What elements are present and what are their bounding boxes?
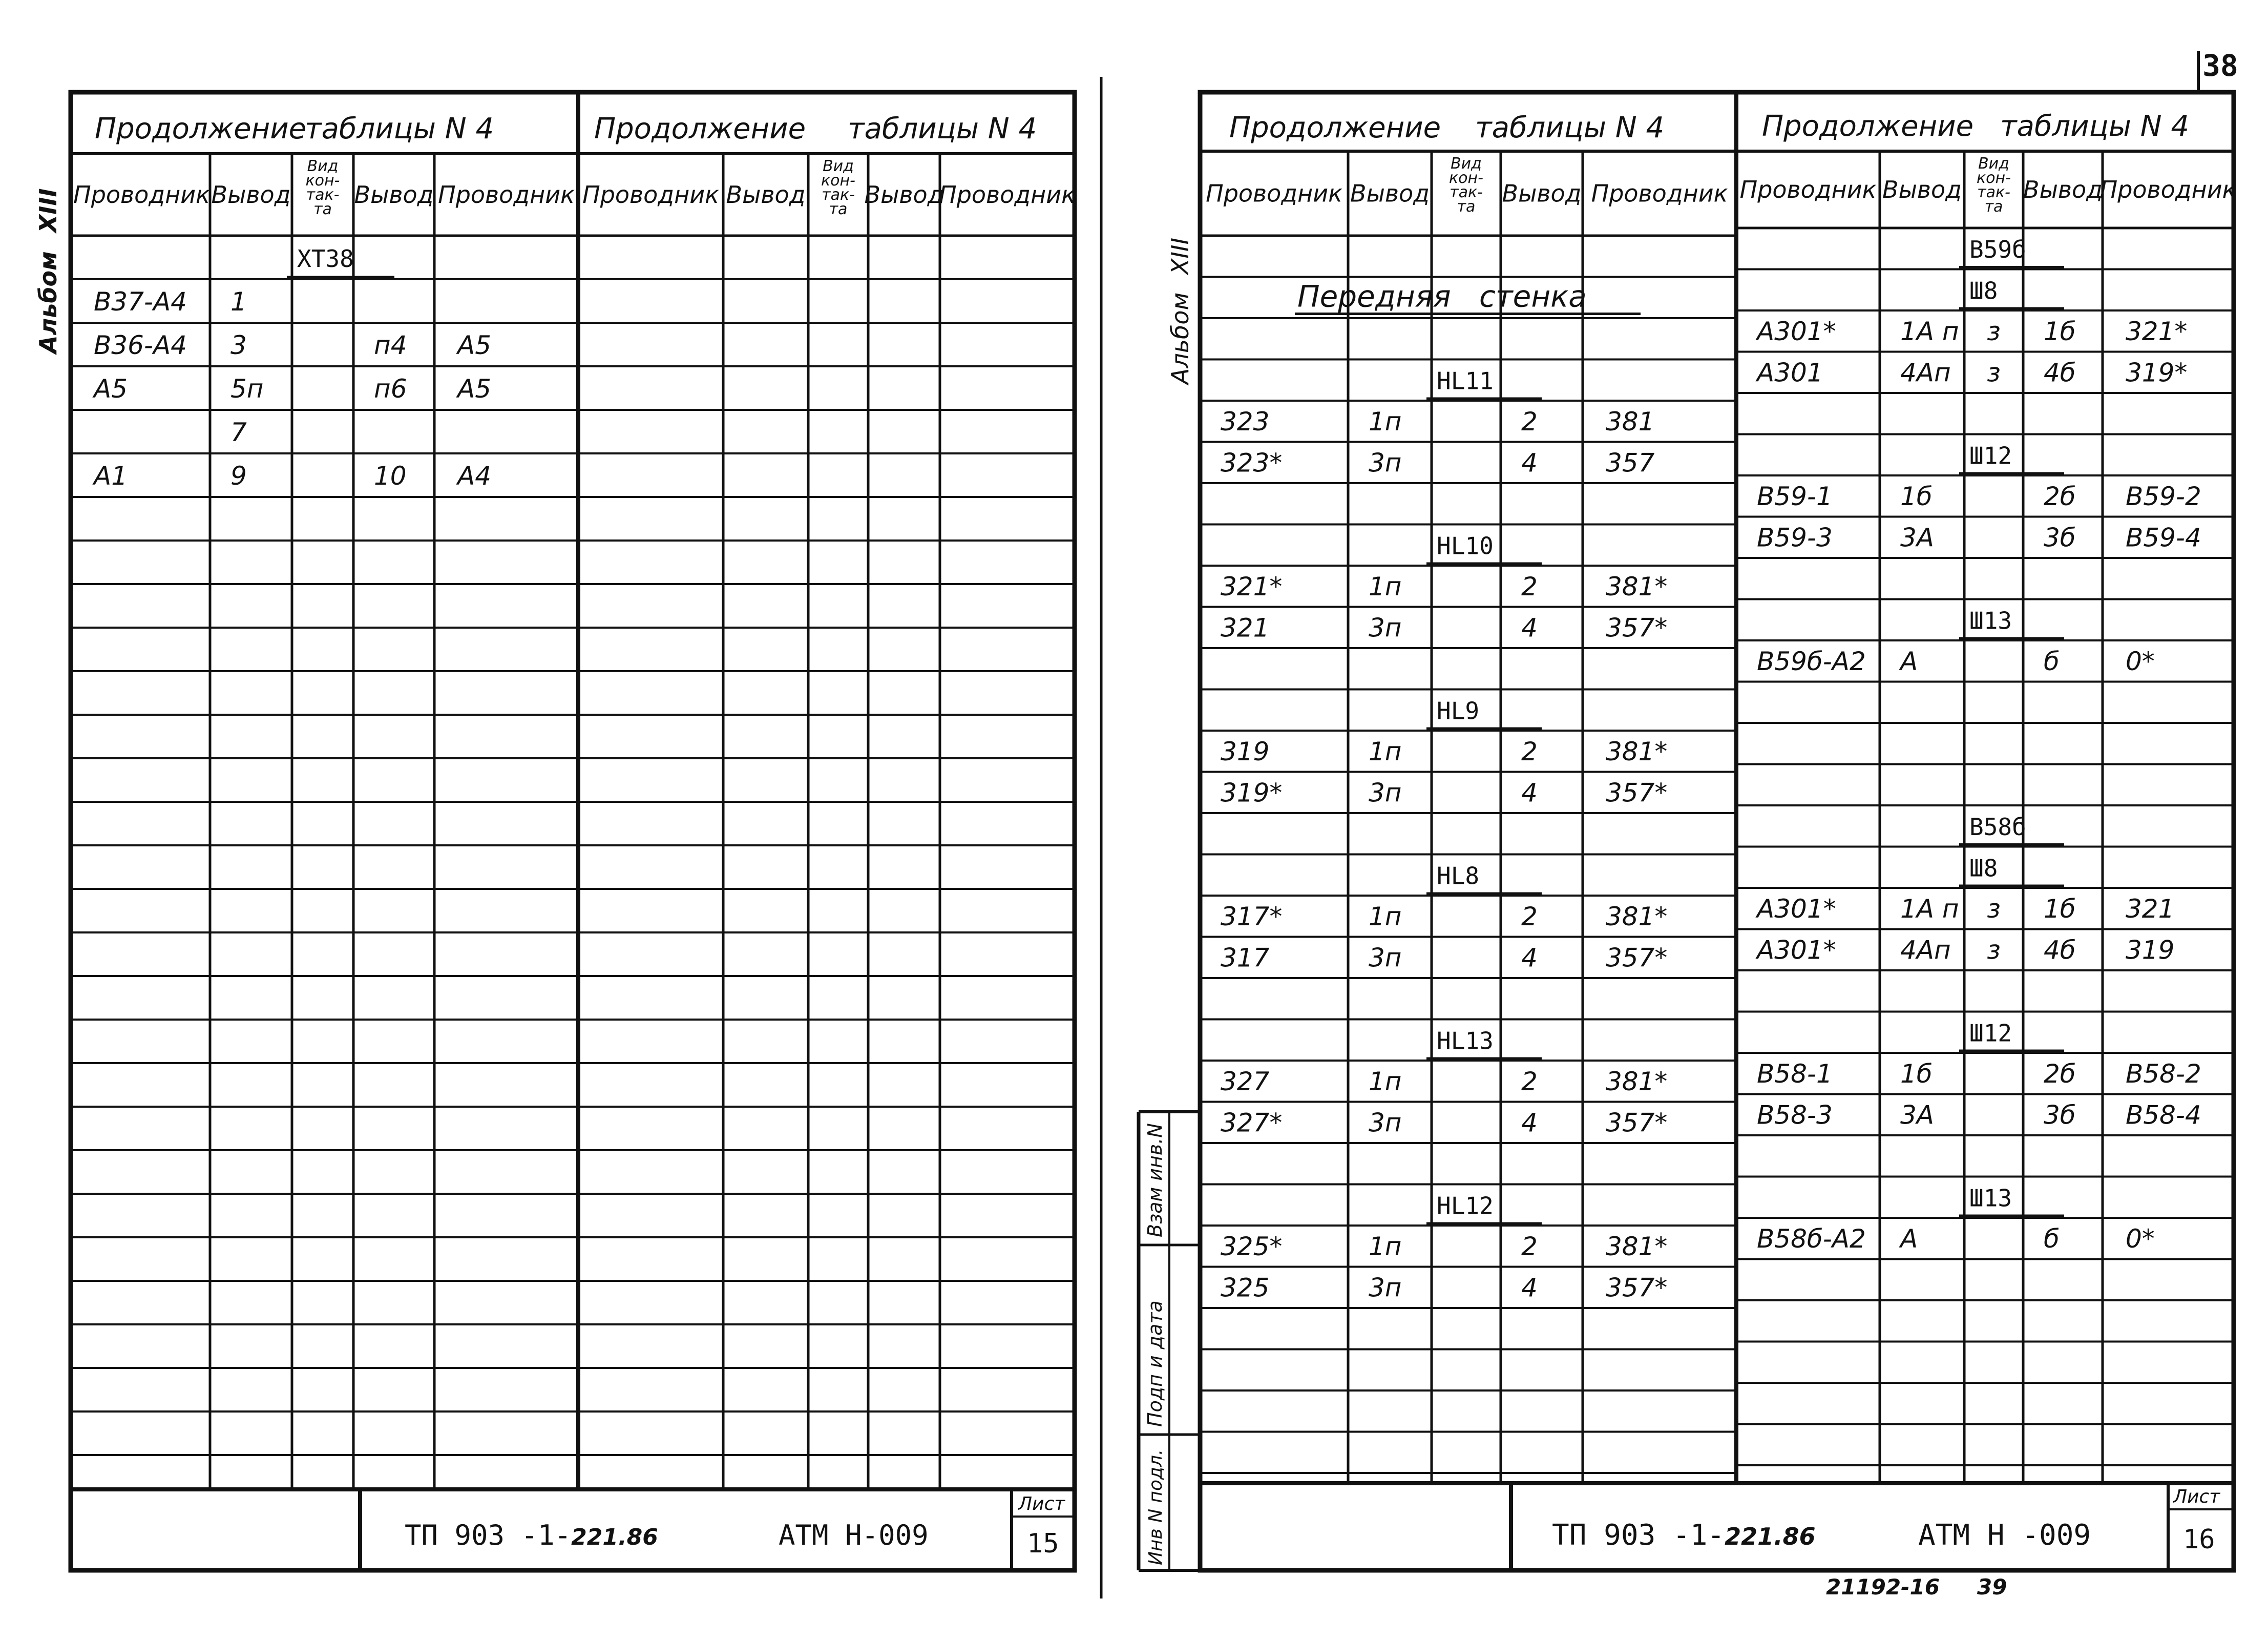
section-heading-right: стенка: [1479, 279, 1587, 314]
cell-wire-from: А1: [94, 461, 128, 491]
cell-wire-from: 319*: [1221, 778, 1283, 808]
wiring-table: [73, 112, 578, 1489]
cell-wire-from: А5: [94, 374, 128, 404]
cell-wire-from: 323*: [1221, 448, 1283, 478]
cell-contact-type: з: [1987, 358, 2001, 388]
cell-terminal-to: 2: [1521, 406, 1538, 437]
column-header-contact-type: так-: [822, 186, 855, 204]
table-row: [1959, 236, 2064, 267]
column-header-contact-type: та: [829, 200, 848, 218]
table-row: [1221, 572, 1667, 601]
cell-wire-from: 321: [1221, 613, 1270, 643]
table-row: [1959, 813, 2064, 845]
cell-wire-to: В59-4: [2126, 523, 2201, 553]
cell-wire-from: В58-1: [1757, 1058, 1833, 1089]
cell-terminal-from: 1п: [1369, 406, 1402, 437]
table-row: [1757, 523, 2201, 552]
contact-label: HL9: [1437, 697, 1480, 725]
cell-terminal-to: 4: [1521, 1108, 1538, 1138]
cell-wire-from: 327: [1221, 1066, 1270, 1096]
cell-wire-to: 381: [1606, 406, 1655, 437]
wiring-table: [1736, 110, 2237, 1483]
cell-terminal-to: 2: [1521, 571, 1538, 601]
table-title-left: Продолжение: [594, 112, 806, 146]
cell-terminal-from: 7: [230, 418, 247, 448]
cell-terminal-to: 10: [374, 461, 407, 491]
table-row: [1426, 367, 1542, 399]
column-header: Вывод: [1502, 179, 1582, 207]
cell-terminal-to: 3б: [2044, 523, 2076, 553]
cell-terminal-from: 3п: [1369, 1108, 1402, 1138]
table-row: [230, 418, 247, 447]
cell-terminal-to: б: [2044, 646, 2060, 676]
cell-wire-to: 321: [2126, 894, 2175, 924]
column-header-contact-type: кон-: [1449, 169, 1483, 187]
cell-terminal-from: 3п: [1369, 448, 1402, 478]
cell-terminal-from: 1п: [1369, 901, 1402, 931]
wiring-tables: [73, 110, 2237, 1489]
table-row: [1959, 1184, 2064, 1216]
cell-wire-to: 357*: [1606, 1273, 1668, 1303]
cell-wire-to: 319*: [2126, 358, 2188, 388]
cell-terminal-to: 2б: [2044, 1058, 2076, 1089]
table-row: [1221, 1232, 1667, 1261]
table-title-left: Продолжение: [95, 112, 307, 146]
cell-wire-from: А301: [1757, 358, 1823, 388]
cell-terminal-to: 1б: [2044, 894, 2076, 924]
stamp-sheet-label-left: Лист: [1018, 1493, 1065, 1514]
table-row: [287, 245, 394, 277]
table-row: [1221, 448, 1655, 478]
stamp-sheet-label-right: Лист: [2173, 1486, 2220, 1507]
contact-label: Ш13: [1969, 1184, 2012, 1212]
cell-terminal-from: 3А: [1900, 523, 1935, 553]
cell-wire-from: 325: [1221, 1273, 1270, 1303]
table-title-left: Продолжение: [1762, 110, 1974, 143]
cell-terminal-from: 1б: [1900, 1058, 1933, 1089]
column-header: Проводник: [73, 181, 210, 209]
stamp-sheet-number-right: 16: [2183, 1524, 2215, 1555]
table-row: [1757, 1224, 2155, 1254]
table-row: [1959, 442, 2064, 473]
cell-terminal-from: 3п: [1369, 1273, 1402, 1303]
cell-terminal-from: 9: [230, 461, 247, 491]
table-row: [1221, 1108, 1667, 1137]
cell-terminal-from: 1А п: [1900, 316, 1959, 346]
cell-wire-to: 321*: [2126, 316, 2188, 346]
cell-wire-to: 357*: [1606, 1108, 1668, 1138]
cell-wire-from: А301*: [1757, 894, 1836, 924]
column-header-contact-type: Вид: [307, 157, 339, 175]
column-header: Проводник: [582, 181, 719, 209]
cell-wire-from: В59-3: [1757, 523, 1833, 553]
cell-wire-to: 381*: [1606, 901, 1668, 931]
column-header: Проводник: [1739, 176, 1877, 204]
cell-terminal-to: 4: [1521, 448, 1538, 478]
table-row: [1426, 1192, 1542, 1223]
cell-wire-to: 0*: [2126, 1223, 2155, 1254]
column-header: Вывод: [1882, 176, 1962, 204]
side-stamp-sign-date: Подп и дата: [1144, 1300, 1166, 1427]
contact-label: Ш12: [1969, 442, 2012, 470]
contact-label: HL13: [1437, 1027, 1494, 1055]
table-row: [1757, 1059, 2201, 1089]
cell-wire-from: 321*: [1221, 571, 1283, 601]
sheet-labels: [34, 48, 2238, 1600]
cell-wire-to: В59-2: [2126, 481, 2201, 511]
cell-wire-to: 381*: [1606, 1231, 1668, 1261]
table-row: [94, 287, 247, 317]
contact-label: Ш8: [1969, 854, 1998, 882]
cell-terminal-from: 1: [230, 287, 247, 317]
column-header-contact-type: Вид: [823, 157, 854, 175]
cell-terminal-to: 2б: [2044, 481, 2076, 511]
contact-label: HL8: [1437, 862, 1480, 890]
cell-wire-to: В58-2: [2126, 1058, 2201, 1089]
column-header-contact-type: кон-: [305, 172, 340, 190]
column-header-contact-type: та: [1457, 198, 1476, 216]
table-title-right: таблицы N 4: [1475, 111, 1665, 144]
cell-wire-from: В58б-А2: [1757, 1223, 1866, 1254]
contact-label: HL12: [1437, 1192, 1494, 1220]
cell-terminal-from: 3п: [1369, 613, 1402, 643]
cell-terminal-to: 2: [1521, 1231, 1538, 1261]
table-row: [1755, 358, 2187, 387]
contact-label: Ш8: [1969, 277, 1998, 305]
cell-terminal-to: 4: [1521, 778, 1538, 808]
cell-terminal-to: п4: [374, 330, 407, 361]
column-header: Проводник: [438, 181, 575, 209]
contact-label: HL11: [1437, 367, 1494, 395]
column-header: Вывод: [2023, 176, 2103, 204]
cell-terminal-from: А: [1900, 646, 1918, 676]
cell-terminal-to: 2: [1521, 901, 1538, 931]
cell-terminal-from: 1п: [1369, 1066, 1402, 1096]
stamp-sheet-number-left: 15: [1027, 1528, 1059, 1559]
table-row: [1221, 613, 1667, 642]
cell-terminal-from: А: [1900, 1223, 1918, 1254]
cell-terminal-to: п6: [374, 374, 407, 404]
column-header-contact-type: кон-: [821, 172, 855, 190]
column-header: Вывод: [354, 181, 434, 209]
contact-label: Ш12: [1969, 1019, 2012, 1047]
column-header: Вывод: [1350, 179, 1430, 207]
column-header-contact-type: так-: [1977, 183, 2010, 201]
table-row: [1221, 943, 1667, 972]
cell-terminal-from: 3А: [1900, 1100, 1935, 1130]
album-label-left: Альбом XIII: [34, 188, 62, 354]
page-number: 38: [2202, 48, 2238, 83]
stamp-code-right: ТП 903 -1-221.86: [1552, 1519, 1816, 1552]
table-title-right: таблицы N 4: [848, 112, 1037, 146]
column-header-contact-type: та: [313, 200, 332, 218]
table-row: [1755, 317, 2187, 346]
cell-terminal-from: 4Ап: [1900, 935, 1951, 965]
table-title-right: таблицы N 4: [305, 112, 494, 146]
contact-label: В58б: [1969, 813, 2026, 841]
table-title-left: Продолжение: [1229, 111, 1441, 144]
contact-label: XT38: [297, 245, 354, 273]
contact-label: HL10: [1437, 532, 1494, 560]
column-header: Вывод: [726, 181, 806, 209]
table-row: [1221, 902, 1667, 931]
cell-wire-from: 327*: [1221, 1108, 1283, 1138]
cell-wire-to: 381*: [1606, 571, 1668, 601]
contact-label: Ш13: [1969, 607, 2012, 635]
cell-terminal-from: 1п: [1369, 571, 1402, 601]
cell-terminal-from: 1п: [1369, 1231, 1402, 1261]
column-header-contact-type: Вид: [1978, 155, 2009, 173]
table-row: [1757, 482, 2201, 511]
cell-wire-to: 319: [2126, 935, 2175, 965]
cell-terminal-to: 4: [1521, 1273, 1538, 1303]
column-header: Проводник: [2099, 176, 2237, 204]
side-stamp-replace: Взам инв.N: [1144, 1123, 1166, 1237]
section-heading-left: Передняя: [1297, 279, 1451, 314]
cell-wire-from: А301*: [1757, 935, 1836, 965]
table-row: [1959, 277, 2064, 308]
cell-terminal-to: 4б: [2044, 358, 2076, 388]
cell-terminal-from: 1б: [1900, 481, 1933, 511]
table-row: [1757, 1100, 2201, 1130]
cell-terminal-to: б: [2044, 1223, 2060, 1254]
cell-wire-from: 317: [1221, 943, 1270, 973]
wiring-table: [578, 112, 1076, 1489]
column-header: Вывод: [864, 181, 944, 209]
cell-terminal-to: 4: [1521, 943, 1538, 973]
column-header-contact-type: Вид: [1451, 155, 1482, 173]
column-header-contact-type: так-: [306, 186, 340, 204]
column-header: Проводник: [1591, 179, 1728, 207]
cell-wire-to: А5: [457, 374, 492, 404]
cell-contact-type: з: [1987, 316, 2001, 346]
cell-wire-to: 381*: [1606, 1066, 1668, 1096]
cell-wire-to: 357: [1606, 448, 1655, 478]
cell-wire-to: 357*: [1606, 943, 1668, 973]
cell-wire-from: В37-А4: [94, 287, 187, 317]
column-header: Проводник: [939, 181, 1076, 209]
table-row: [1221, 1273, 1667, 1302]
table-row: [1426, 697, 1542, 729]
cell-contact-type: з: [1987, 935, 2001, 965]
cell-wire-to: 0*: [2126, 646, 2155, 676]
cell-terminal-from: 3п: [1369, 943, 1402, 973]
cell-terminal-to: 1б: [2044, 316, 2076, 346]
table-row: [1959, 1019, 2064, 1051]
cell-wire-from: А301*: [1757, 316, 1836, 346]
table-row: [1426, 532, 1542, 564]
table-row: [1757, 647, 2155, 676]
column-header: Проводник: [1206, 179, 1342, 207]
bottom-note-right: 39: [1977, 1574, 2007, 1600]
cell-wire-from: В58-3: [1757, 1100, 1833, 1130]
cell-wire-to: 357*: [1606, 778, 1668, 808]
cell-terminal-from: 1п: [1369, 736, 1402, 766]
album-label-right: Альбом XIII: [1166, 237, 1194, 384]
wiring-table: [1200, 111, 1736, 1483]
cell-wire-from: В59-1: [1757, 481, 1833, 511]
cell-wire-from: В59б-А2: [1757, 646, 1866, 676]
table-row: [1959, 607, 2064, 638]
cell-contact-type: з: [1987, 894, 2001, 924]
cell-terminal-from: 1А п: [1900, 894, 1959, 924]
cell-wire-to: А5: [457, 330, 492, 361]
cell-terminal-from: 3: [230, 330, 247, 361]
stamp-doc-right: АТМ Н -009: [1918, 1519, 2091, 1552]
cell-wire-from: В36-А4: [94, 330, 187, 361]
cell-terminal-to: 3б: [2044, 1100, 2076, 1130]
table-row: [1221, 737, 1667, 766]
cell-wire-from: 325*: [1221, 1231, 1283, 1261]
stamp-doc-left: АТМ Н-009: [779, 1519, 929, 1551]
column-header-contact-type: так-: [1450, 183, 1483, 201]
cell-terminal-to: 4б: [2044, 935, 2076, 965]
cell-wire-to: 357*: [1606, 613, 1668, 643]
cell-terminal-from: 3п: [1369, 778, 1402, 808]
cell-wire-from: 317*: [1221, 901, 1283, 931]
cell-wire-from: 323: [1221, 406, 1270, 437]
cell-terminal-to: 4: [1521, 613, 1538, 643]
cell-wire-to: А4: [457, 461, 492, 491]
table-row: [1221, 1067, 1667, 1096]
cell-terminal-from: 5п: [230, 374, 264, 404]
column-header-contact-type: та: [1984, 198, 2003, 216]
cell-terminal-from: 4Ап: [1900, 358, 1951, 388]
cell-wire-to: 381*: [1606, 736, 1668, 766]
cell-wire-from: 319: [1221, 736, 1270, 766]
column-header: Вывод: [211, 181, 291, 209]
table-row: [1959, 854, 2064, 886]
side-stamp-inventory: Инв N подл.: [1145, 1449, 1166, 1565]
table-row: [1221, 407, 1654, 437]
bottom-note-left: 21192-16: [1826, 1574, 1940, 1600]
column-header-contact-type: кон-: [1977, 169, 2011, 187]
cell-wire-to: В58-4: [2126, 1100, 2201, 1130]
table-row: [1221, 778, 1667, 807]
table-title-right: таблицы N 4: [2000, 110, 2190, 143]
cell-terminal-to: 2: [1521, 1066, 1538, 1096]
table-row: [1426, 862, 1542, 894]
cell-terminal-to: 2: [1521, 736, 1538, 766]
table-row: [1426, 1027, 1542, 1058]
stamp-code-left: ТП 903 -1-221.86: [405, 1519, 658, 1551]
contact-label: В59б: [1969, 235, 2026, 263]
